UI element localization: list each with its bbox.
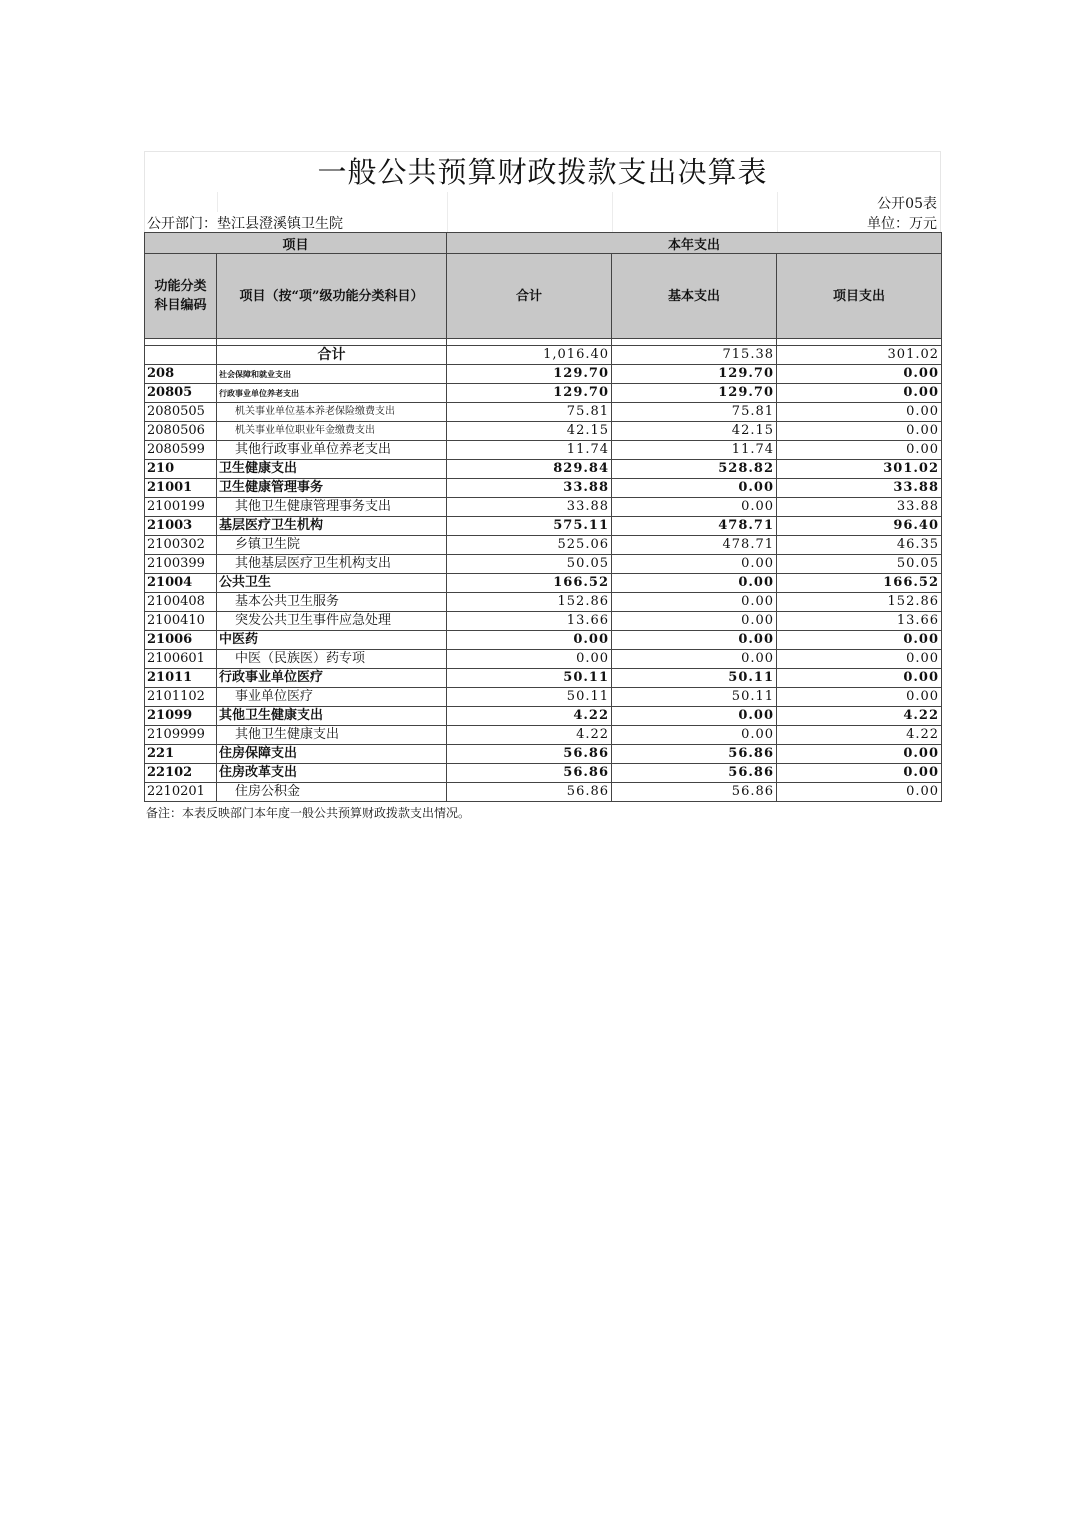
row-basic: 11.74	[612, 441, 777, 460]
table-row	[145, 707, 942, 726]
row-total: 575.11	[447, 517, 612, 536]
row-project: 4.22	[777, 726, 942, 745]
table-row	[145, 688, 942, 707]
row-code: 20805	[145, 384, 217, 403]
row-name: 其他行政事业单位养老支出	[217, 441, 447, 460]
row-project: 0.00	[777, 631, 942, 650]
row-project: 46.35	[777, 536, 942, 555]
row-basic: 0.00	[612, 612, 777, 631]
row-project: 33.88	[777, 479, 942, 498]
table-row	[145, 593, 942, 612]
table-row	[145, 403, 942, 422]
row-total: 11.74	[447, 441, 612, 460]
row-project: 152.86	[777, 593, 942, 612]
row-basic: 129.70	[612, 365, 777, 384]
department-row	[144, 212, 941, 232]
row-basic: 0.00	[612, 707, 777, 726]
row-total: 4.22	[447, 726, 612, 745]
row-total: 166.52	[447, 574, 612, 593]
row-basic: 528.82	[612, 460, 777, 479]
row-basic: 715.38	[612, 346, 777, 365]
row-project: 96.40	[777, 517, 942, 536]
row-name: 行政事业单位医疗	[217, 669, 447, 688]
row-project: 0.00	[777, 384, 942, 403]
header-total: 合计	[447, 254, 612, 339]
row-name: 其他卫生健康管理事务支出	[217, 498, 447, 517]
row-basic: 478.71	[612, 536, 777, 555]
row-total: 829.84	[447, 460, 612, 479]
table-row	[145, 498, 942, 517]
row-project: 13.66	[777, 612, 942, 631]
header-basic: 基本支出	[612, 254, 777, 339]
header-project-expenditure: 项目支出	[777, 254, 942, 339]
table-row	[145, 574, 942, 593]
table-row	[145, 346, 942, 365]
row-project: 0.00	[777, 745, 942, 764]
row-name: 其他卫生健康支出	[217, 726, 447, 745]
row-total: 75.81	[447, 403, 612, 422]
table-row	[145, 726, 942, 745]
row-project: 4.22	[777, 707, 942, 726]
row-project: 0.00	[777, 688, 942, 707]
row-total: 152.86	[447, 593, 612, 612]
table-row	[145, 669, 942, 688]
row-total: 33.88	[447, 479, 612, 498]
row-basic: 56.86	[612, 783, 777, 802]
row-project: 0.00	[777, 669, 942, 688]
row-project: 0.00	[777, 422, 942, 441]
header-current-year: 本年支出	[447, 233, 942, 254]
row-total: 50.11	[447, 669, 612, 688]
row-basic: 0.00	[612, 555, 777, 574]
table-body	[145, 339, 942, 802]
row-code: 21004	[145, 574, 217, 593]
row-code: 21011	[145, 669, 217, 688]
row-project: 166.52	[777, 574, 942, 593]
table-row	[145, 384, 942, 403]
row-basic: 56.86	[612, 745, 777, 764]
table-row	[145, 536, 942, 555]
row-basic: 0.00	[612, 574, 777, 593]
row-name: 中医（民族医）药专项	[217, 650, 447, 669]
form-number-row	[144, 192, 941, 212]
row-code: 22102	[145, 764, 217, 783]
row-basic: 129.70	[612, 384, 777, 403]
row-code: 2080505	[145, 403, 217, 422]
row-name: 住房公积金	[217, 783, 447, 802]
row-basic: 75.81	[612, 403, 777, 422]
row-name: 基本公共卫生服务	[217, 593, 447, 612]
header-code: 功能分类科目编码	[145, 254, 217, 339]
table-row	[145, 631, 942, 650]
footnote: 备注：本表反映部门本年度一般公共预算财政拨款支出情况。	[146, 806, 471, 820]
row-code: 210	[145, 460, 217, 479]
row-name: 住房保障支出	[217, 745, 447, 764]
row-basic: 478.71	[612, 517, 777, 536]
department-label: 公开部门：垫江县澄溪镇卫生院	[147, 216, 343, 232]
expenditure-table	[144, 232, 942, 802]
row-total: 525.06	[447, 536, 612, 555]
row-name: 机关事业单位基本养老保险缴费支出	[217, 403, 447, 422]
row-total: 56.86	[447, 783, 612, 802]
row-code: 2080506	[145, 422, 217, 441]
row-code: 21001	[145, 479, 217, 498]
table-row	[145, 612, 942, 631]
row-name: 中医药	[217, 631, 447, 650]
row-code: 2210201	[145, 783, 217, 802]
row-basic: 50.11	[612, 688, 777, 707]
header-name: 项目（按“项”级功能分类科目）	[217, 254, 447, 339]
row-code	[145, 346, 217, 365]
row-code: 2109999	[145, 726, 217, 745]
row-basic: 42.15	[612, 422, 777, 441]
row-code: 2101102	[145, 688, 217, 707]
row-code: 2100302	[145, 536, 217, 555]
row-project: 33.88	[777, 498, 942, 517]
row-project: 0.00	[777, 783, 942, 802]
row-name: 社会保障和就业支出	[217, 365, 447, 384]
row-basic: 0.00	[612, 593, 777, 612]
row-total: 42.15	[447, 422, 612, 441]
row-project: 50.05	[777, 555, 942, 574]
row-name: 住房改革支出	[217, 764, 447, 783]
row-total: 33.88	[447, 498, 612, 517]
row-name: 卫生健康支出	[217, 460, 447, 479]
table-row	[145, 783, 942, 802]
table-row	[145, 555, 942, 574]
row-basic: 0.00	[612, 479, 777, 498]
row-code: 221	[145, 745, 217, 764]
row-total: 129.70	[447, 365, 612, 384]
row-code: 2100199	[145, 498, 217, 517]
table-row	[145, 650, 942, 669]
row-code: 21099	[145, 707, 217, 726]
row-name: 卫生健康管理事务	[217, 479, 447, 498]
table-row	[145, 422, 942, 441]
row-project: 0.00	[777, 441, 942, 460]
row-code: 2100601	[145, 650, 217, 669]
row-basic: 0.00	[612, 650, 777, 669]
row-basic: 56.86	[612, 764, 777, 783]
row-total: 0.00	[447, 631, 612, 650]
table-row	[145, 460, 942, 479]
page-title: 一般公共预算财政拨款支出决算表	[144, 151, 941, 192]
row-code: 208	[145, 365, 217, 384]
row-project: 0.00	[777, 403, 942, 422]
row-basic: 50.11	[612, 669, 777, 688]
row-total: 1,016.40	[447, 346, 612, 365]
row-code: 21006	[145, 631, 217, 650]
row-total: 4.22	[447, 707, 612, 726]
row-name: 其他基层医疗卫生机构支出	[217, 555, 447, 574]
row-project: 301.02	[777, 460, 942, 479]
row-name: 机关事业单位职业年金缴费支出	[217, 422, 447, 441]
row-code: 21003	[145, 517, 217, 536]
row-name: 乡镇卫生院	[217, 536, 447, 555]
row-total: 50.05	[447, 555, 612, 574]
row-name: 公共卫生	[217, 574, 447, 593]
row-total: 56.86	[447, 745, 612, 764]
row-total: 50.11	[447, 688, 612, 707]
row-basic: 0.00	[612, 726, 777, 745]
header-project: 项目	[145, 233, 447, 254]
row-project: 0.00	[777, 365, 942, 384]
row-project: 0.00	[777, 764, 942, 783]
budget-sheet	[144, 151, 941, 821]
row-total: 0.00	[447, 650, 612, 669]
row-project: 301.02	[777, 346, 942, 365]
row-total: 129.70	[447, 384, 612, 403]
table-row	[145, 517, 942, 536]
unit-label: 单位：万元	[867, 216, 937, 232]
row-name: 其他卫生健康支出	[217, 707, 447, 726]
table-row	[145, 479, 942, 498]
row-code: 2100408	[145, 593, 217, 612]
table-row	[145, 365, 942, 384]
table-row	[145, 441, 942, 460]
row-name: 突发公共卫生事件应急处理	[217, 612, 447, 631]
row-basic: 0.00	[612, 498, 777, 517]
row-name: 事业单位医疗	[217, 688, 447, 707]
row-basic: 0.00	[612, 631, 777, 650]
form-number: 公开05表	[877, 196, 937, 212]
row-name: 行政事业单位养老支出	[217, 384, 447, 403]
row-code: 2100399	[145, 555, 217, 574]
row-code: 2080599	[145, 441, 217, 460]
table-row	[145, 764, 942, 783]
table-row	[145, 745, 942, 764]
row-project: 0.00	[777, 650, 942, 669]
row-name: 合计	[217, 346, 447, 365]
row-code: 2100410	[145, 612, 217, 631]
row-total: 13.66	[447, 612, 612, 631]
row-total: 56.86	[447, 764, 612, 783]
row-name: 基层医疗卫生机构	[217, 517, 447, 536]
